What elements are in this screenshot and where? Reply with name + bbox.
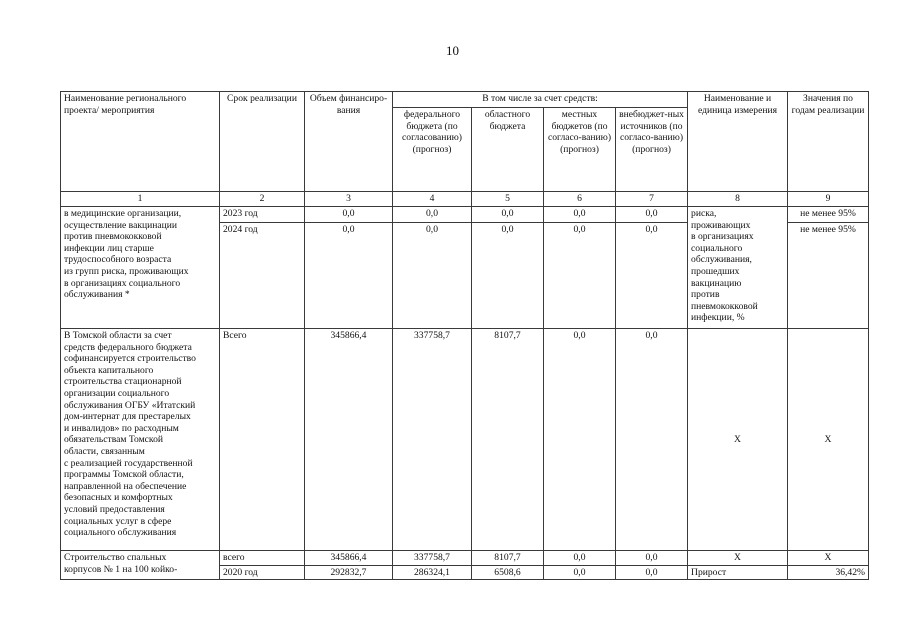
col-number: 4	[393, 192, 472, 207]
extra-cell: 0,0	[616, 551, 688, 566]
volume-cell: 0,0	[305, 223, 393, 329]
regional-cell: 6508,6	[472, 565, 544, 580]
page-number: 10	[446, 43, 459, 58]
col-number: 5	[472, 192, 544, 207]
header-volume: Объем финансиро-вания	[305, 92, 393, 192]
period-cell: всего	[220, 551, 305, 566]
regional-cell: 8107,7	[472, 329, 544, 551]
header-federal: федерального бюджета (по согласованию) (прогноз)	[393, 108, 472, 192]
col-number: 9	[788, 192, 869, 207]
project-name-cell: В Томской области за счет средств федерального бюджета софинансируется строительство объекта капитального строительства стационарной организации социального обслуживания ОГБУ «Итатский дом-интернат для престарелых и инвалидов» по расходным обязательствам Томской области, связанным с реализацией государственной программы Томской области, направленной на обеспечение безопасных и комфортных условий предоставления социальных услуг в сфере социального обслуживания	[61, 329, 220, 551]
local-cell: 0,0	[544, 207, 616, 223]
project-name-cell: в медицинские организации, осуществление вакцинации против пневмококковой инфекции лиц старше трудоспособного возраста из групп риска, проживающих в организациях социального обслуживания *	[61, 207, 220, 329]
header-row	[61, 92, 869, 108]
regional-cell: 0,0	[472, 223, 544, 329]
table-row	[61, 551, 869, 566]
indicator-cell: Прирост	[688, 565, 788, 580]
federal-cell: 286324,1	[393, 565, 472, 580]
volume-cell: 345866,4	[305, 551, 393, 566]
value-cell: не менее 95%	[788, 223, 869, 329]
extra-cell: 0,0	[616, 207, 688, 223]
federal-cell: 0,0	[393, 223, 472, 329]
volume-cell: 345866,4	[305, 329, 393, 551]
column-numbers-row	[61, 192, 869, 207]
volume-cell: 0,0	[305, 207, 393, 223]
regional-cell: 0,0	[472, 207, 544, 223]
col-number: 3	[305, 192, 393, 207]
period-cell: 2020 год	[220, 565, 305, 580]
program-table	[60, 91, 869, 580]
col-number: 7	[616, 192, 688, 207]
local-cell: 0,0	[544, 223, 616, 329]
value-cell: не менее 95%	[788, 207, 869, 223]
period-cell: 2023 год	[220, 207, 305, 223]
federal-cell: 337758,7	[393, 329, 472, 551]
value-cell: Х	[788, 329, 869, 551]
period-cell: 2024 год	[220, 223, 305, 329]
local-cell: 0,0	[544, 329, 616, 551]
indicator-cell: риска, проживающих в организациях социального обслуживания, прошедших вакцинацию против пневмококковой инфекции, %	[688, 207, 788, 329]
value-cell: 36,42%	[788, 565, 869, 580]
local-cell: 0,0	[544, 551, 616, 566]
col-number: 8	[688, 192, 788, 207]
header-regional: областного бюджета	[472, 108, 544, 192]
table-row	[61, 207, 869, 223]
col-number: 1	[61, 192, 220, 207]
header-project-name: Наименование регионального проекта/ мероприятия	[61, 92, 220, 192]
extra-cell: 0,0	[616, 329, 688, 551]
local-cell: 0,0	[544, 565, 616, 580]
header-values: Значения по годам реализации	[788, 92, 869, 192]
project-name-cell: Строительство спальных корпусов № 1 на 100 койко-	[61, 551, 220, 580]
volume-cell: 292832,7	[305, 565, 393, 580]
indicator-cell: Х	[688, 551, 788, 566]
header-period: Срок реализации	[220, 92, 305, 192]
regional-cell: 8107,7	[472, 551, 544, 566]
header-indicator: Наименование и единица измерения	[688, 92, 788, 192]
header-group: В том числе за счет средств:	[393, 92, 688, 108]
extra-cell: 0,0	[616, 565, 688, 580]
header-local: местных бюджетов (по согласо-ванию) (прогноз)	[544, 108, 616, 192]
extra-cell: 0,0	[616, 223, 688, 329]
federal-cell: 0,0	[393, 207, 472, 223]
period-cell: Всего	[220, 329, 305, 551]
header-extra: внебюджет-ных источников (по согласо-ванию) (прогноз)	[616, 108, 688, 192]
value-cell: Х	[788, 551, 869, 566]
table-row	[61, 329, 869, 551]
col-number: 6	[544, 192, 616, 207]
federal-cell: 337758,7	[393, 551, 472, 566]
indicator-cell: Х	[688, 329, 788, 551]
col-number: 2	[220, 192, 305, 207]
